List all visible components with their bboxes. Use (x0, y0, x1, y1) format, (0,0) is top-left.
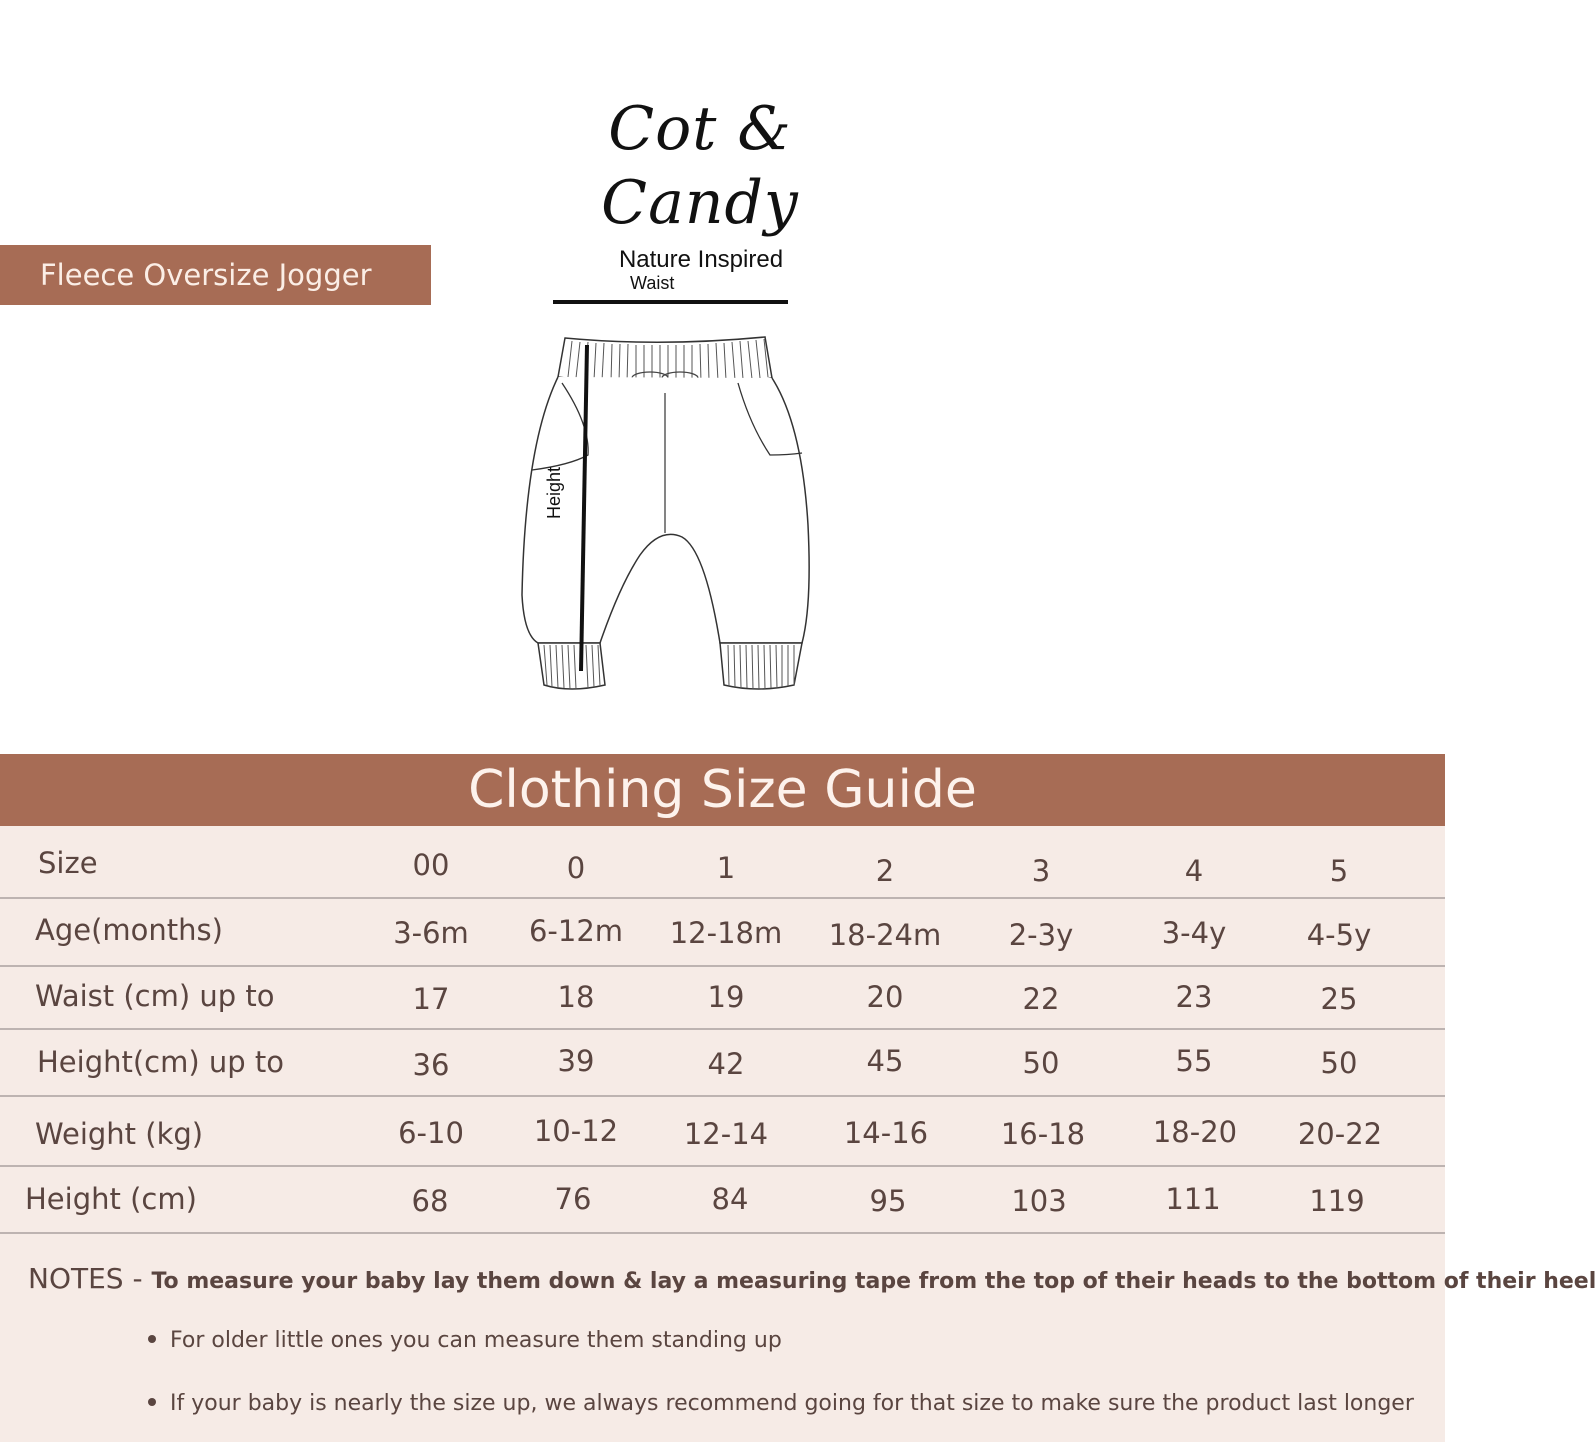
table-cell: 12-18m (669, 916, 783, 950)
table-cell: 4-5y (1306, 918, 1372, 952)
jogger-diagram (510, 265, 830, 705)
table-cell: 18-24m (828, 918, 942, 952)
table-cell: 119 (1309, 1184, 1365, 1218)
brand-logo (500, 92, 900, 274)
table-cell: 42 (707, 1047, 745, 1081)
table-row-age (0, 899, 1445, 967)
row-label: Size (38, 846, 98, 880)
table-row-weight (0, 1097, 1445, 1167)
table-cell: 39 (557, 1044, 595, 1078)
table-cell: 16-18 (1000, 1117, 1086, 1151)
brand-tagline: Nature Inspired (618, 246, 784, 273)
table-cell: 3 (1031, 854, 1051, 888)
row-label: Weight (kg) (35, 1117, 204, 1151)
table-cell: 45 (866, 1044, 904, 1078)
right-cuff (720, 643, 802, 689)
notes-bullet (148, 1328, 782, 1353)
table-cell: 19 (707, 980, 745, 1014)
table-cell: 6-10 (398, 1116, 464, 1150)
table-cell: 95 (869, 1184, 907, 1218)
table-row-height (0, 1167, 1445, 1234)
table-cell: 3-4y (1161, 916, 1227, 950)
table-cell: 00 (412, 848, 450, 882)
table-cell: 18-20 (1152, 1115, 1238, 1149)
row-label: Height(cm) up to (37, 1045, 285, 1079)
table-row-size (0, 826, 1445, 899)
brand-name: Cot & Candy (601, 94, 799, 238)
table-cell: 17 (412, 982, 450, 1016)
table-cell: 5 (1329, 854, 1349, 888)
table-cell: 25 (1320, 982, 1358, 1016)
bullet-text: For older little ones you can measure them standing up (170, 1328, 782, 1353)
height-label: Height (544, 466, 564, 519)
size-guide-title: Clothing Size Guide (0, 754, 1445, 826)
table-cell: 18 (557, 980, 595, 1014)
row-label: Waist (cm) up to (35, 979, 275, 1013)
table-row-waist (0, 967, 1445, 1030)
product-name-banner: Fleece Oversize Jogger (0, 245, 431, 305)
notes-main-text: To measure your baby lay them down & lay a measuring tape from the top of their heads to the bottom of their heel (151, 1269, 1596, 1294)
bullet-dot-icon (148, 1335, 156, 1343)
row-label: Age(months) (35, 913, 223, 947)
waist-label: Waist (630, 273, 675, 293)
notes-label: NOTES - (28, 1262, 152, 1295)
table-cell: 22 (1022, 982, 1060, 1016)
table-cell: 23 (1175, 980, 1213, 1014)
table-cell: 0 (566, 851, 586, 885)
table-cell: 4 (1184, 854, 1204, 888)
table-cell: 50 (1320, 1046, 1358, 1080)
table-cell: 2-3y (1008, 918, 1074, 952)
row-label: Height (cm) (25, 1182, 197, 1216)
table-cell: 12-14 (683, 1117, 769, 1151)
table-cell: 111 (1165, 1182, 1221, 1216)
left-cuff (538, 643, 605, 689)
table-cell: 20 (866, 980, 904, 1014)
table-cell: 14-16 (843, 1116, 929, 1150)
table-cell: 1 (716, 851, 736, 885)
notes (28, 1262, 1596, 1295)
table-cell: 2 (875, 854, 895, 888)
table-cell: 68 (411, 1184, 449, 1218)
table-row-height-up-to (0, 1030, 1445, 1097)
table-cell: 10-12 (533, 1114, 619, 1148)
notes-bullet (148, 1391, 1414, 1416)
table-cell: 36 (412, 1048, 450, 1082)
table-cell: 103 (1011, 1184, 1067, 1218)
bullet-text: If your baby is nearly the size up, we always recommend going for that size to make sure the product last longer (170, 1391, 1414, 1416)
table-cell: 6-12m (528, 914, 624, 948)
table-cell: 3-6m (393, 916, 469, 950)
table-cell: 84 (711, 1182, 749, 1216)
table-cell: 20-22 (1297, 1117, 1383, 1151)
table-cell: 55 (1175, 1044, 1213, 1078)
table-cell: 50 (1022, 1046, 1060, 1080)
bullet-dot-icon (148, 1398, 156, 1406)
table-cell: 76 (554, 1182, 592, 1216)
